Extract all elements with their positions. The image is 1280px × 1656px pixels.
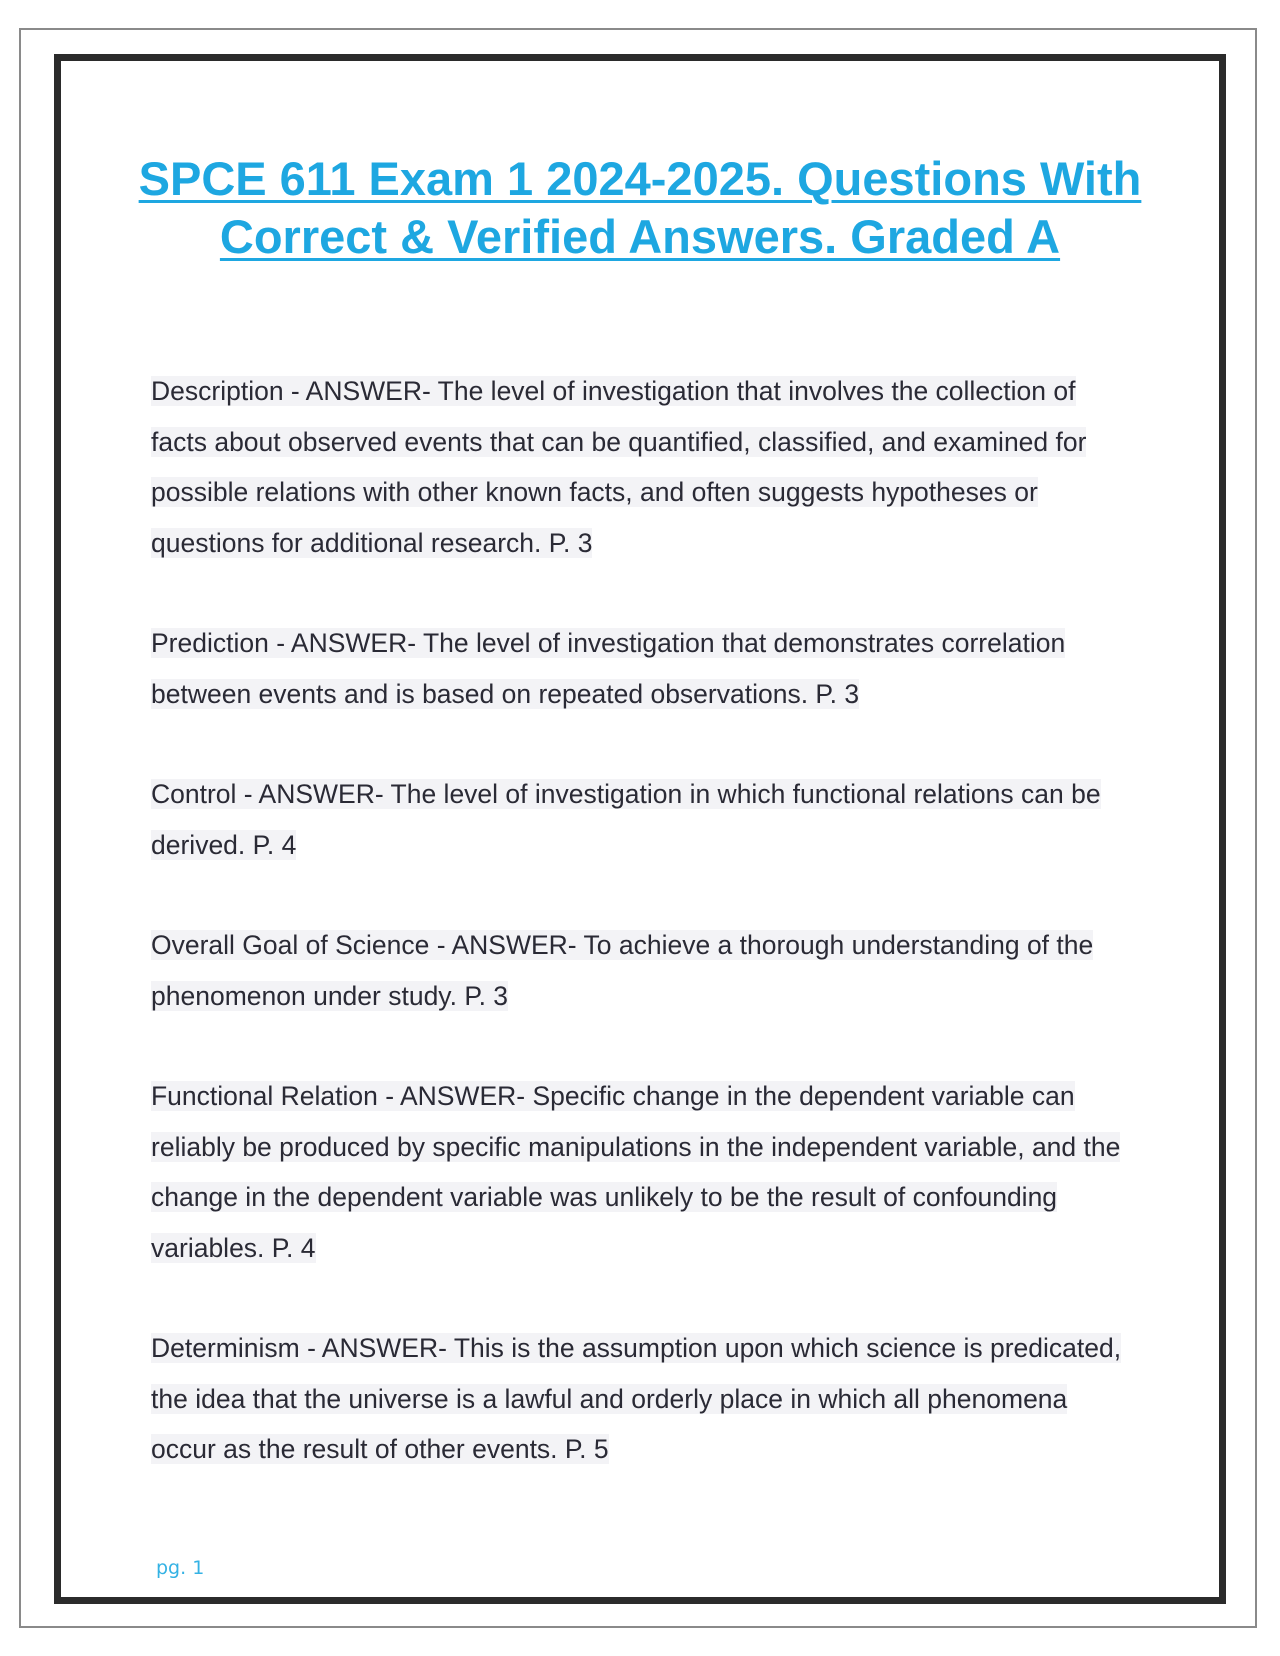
entry-text: Prediction - ANSWER- The level of investigation that demonstrates correlation between events and is based on repeated observations. P. 3 [151, 628, 1066, 709]
entry-text: Control - ANSWER- The level of investigation in which functional relations can be derived. P. 4 [151, 779, 1101, 860]
entry-overall-goal-of-science [151, 920, 1131, 1021]
entry-text: Functional Relation - ANSWER- Specific change in the dependent variable can reliably be produced by specific manipulations in the independent variable, and the change in the dependent variable was unlikely to be the result of confounding variables. P. 4 [151, 1081, 1121, 1263]
document-body [151, 366, 1131, 1525]
entry-functional-relation [151, 1071, 1131, 1273]
entry-control [151, 769, 1131, 870]
document-title[interactable]: SPCE 611 Exam 1 2024-2025. Questions With Correct & Verified Answers. Graded A [138, 152, 1142, 263]
page-number: pg. 1 [156, 1557, 205, 1579]
entry-prediction [151, 618, 1131, 719]
entry-text: Determinism - ANSWER- This is the assumption upon which science is predicated, the idea that the universe is a lawful and orderly place in which all phenomena occur as the result of other events. P. 5 [151, 1333, 1122, 1464]
entry-text: Overall Goal of Science - ANSWER- To achieve a thorough understanding of the phenomenon under study. P. 3 [151, 930, 1094, 1011]
entry-text: Description - ANSWER- The level of investigation that involves the collection of facts about observed events that can be quantified, classified, and examined for possible relations with other known facts, and often suggests hypotheses or questions for additional research. P. 3 [151, 376, 1087, 558]
entry-description [151, 366, 1131, 568]
entry-determinism [151, 1323, 1131, 1475]
